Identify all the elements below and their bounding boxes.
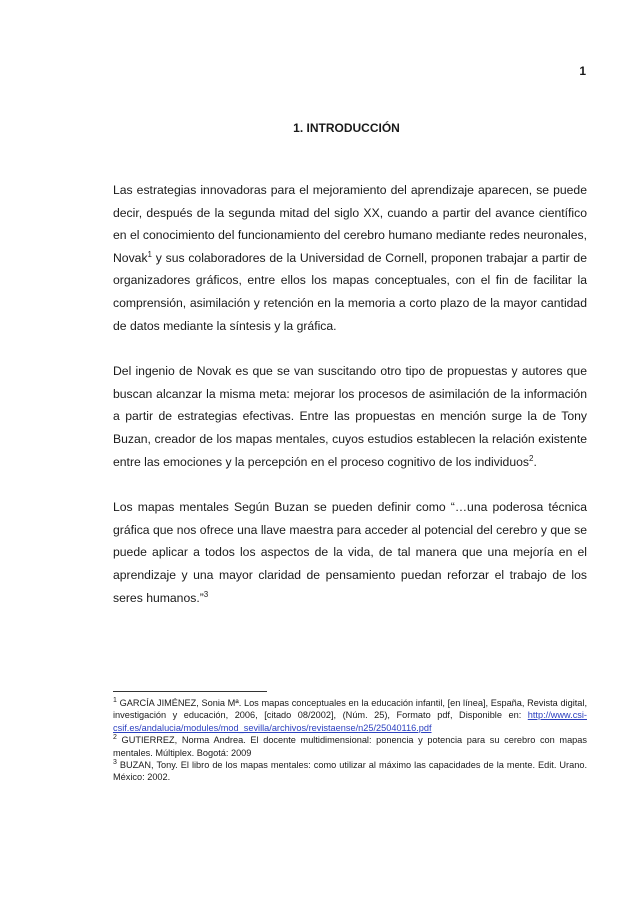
- paragraph-text: Los mapas mentales Según Buzan se pueden definir como “…una poderosa técnica gráfica que nos ofrece una llave maestra para acceder al potencial del cerebro y que se puede aplicar a todos los aspectos de la vida, de tal manera que una mejoría en el aprendizaje y una mayor claridad de pensamiento puedan reforzar el trabajo de los seres humanos.”: [113, 500, 587, 605]
- paragraph-text: y sus colaboradores de la Universidad de Cornell, proponen trabajar a partir de organizadores gráficos, entre ellos los mapas conceptuales, con el fin de facilitar la comprensión, asimilación y retención en la memoria a corto plazo de la mayor cantidad de datos mediante la síntesis y la gráfica.: [113, 250, 587, 333]
- footnote-ref-3: 3: [203, 589, 209, 599]
- footnote-ref-2: 2: [528, 453, 534, 463]
- footnote-link[interactable]: http://www.csi-csif.es/andalucia/modules/mod_sevilla/archivos/revistaense/n25/25040116.pdf: [113, 710, 587, 733]
- body-text: [113, 179, 587, 632]
- paragraph-1: [113, 179, 587, 337]
- footnotes: [113, 697, 587, 784]
- footnote-number: 2: [113, 734, 117, 742]
- footnote-2: [113, 734, 587, 759]
- section-heading: 1. INTRODUCCIÓN: [293, 121, 400, 135]
- paragraph-3: [113, 496, 587, 609]
- footnote-3: [113, 759, 587, 784]
- paragraph-text: .: [533, 454, 537, 469]
- footnote-number: 1: [113, 696, 117, 704]
- paragraph-text: Las estrategias innovadoras para el mejoramiento del aprendizaje aparecen, se puede decir, después de la segunda mitad del siglo XX, cuando a partir del avance científico en el conocimiento del funcionamiento del cerebro humano mediante redes neuronales, Novak: [113, 183, 587, 265]
- footnote-text: GARCÍA JIMÉNEZ, Sonia Mª. Los mapas conceptuales en la educación infantil, [en línea], España, Revista digital, investigación y educación, 2006, [citado 08/2002], (Núm. 25), Formato pdf, Disponible en:: [113, 698, 587, 721]
- footnote-1: [113, 697, 587, 734]
- paragraph-2: [113, 360, 587, 473]
- footnote-text: GUTIERREZ, Norma Andrea. El docente multidimensional: ponencia y potencia para su cerebro con mapas mentales. Múltiplex. Bogotá: 2009: [113, 735, 587, 758]
- footnote-text: BUZAN, Tony. El libro de los mapas mentales: como utilizar al máximo las capacidades de la mente. Edit. Urano. México: 2002.: [113, 760, 587, 783]
- footnote-ref-1: 1: [147, 249, 152, 259]
- footnote-number: 3: [113, 758, 117, 766]
- paragraph-text: Del ingenio de Novak es que se van suscitando otro tipo de propuestas y autores que buscan alcanzar la misma meta: mejorar los procesos de asimilación de la información a partir de estrategias efectivas. Entre las propuestas en mención surge la de Tony Buzan, creador de los mapas mentales, cuyos estudios establecen la relación existente entre las emociones y la percepción en el proceso cognitivo de los individuos: [113, 364, 587, 469]
- footnote-separator: [113, 691, 267, 692]
- page-number: 1: [579, 64, 586, 78]
